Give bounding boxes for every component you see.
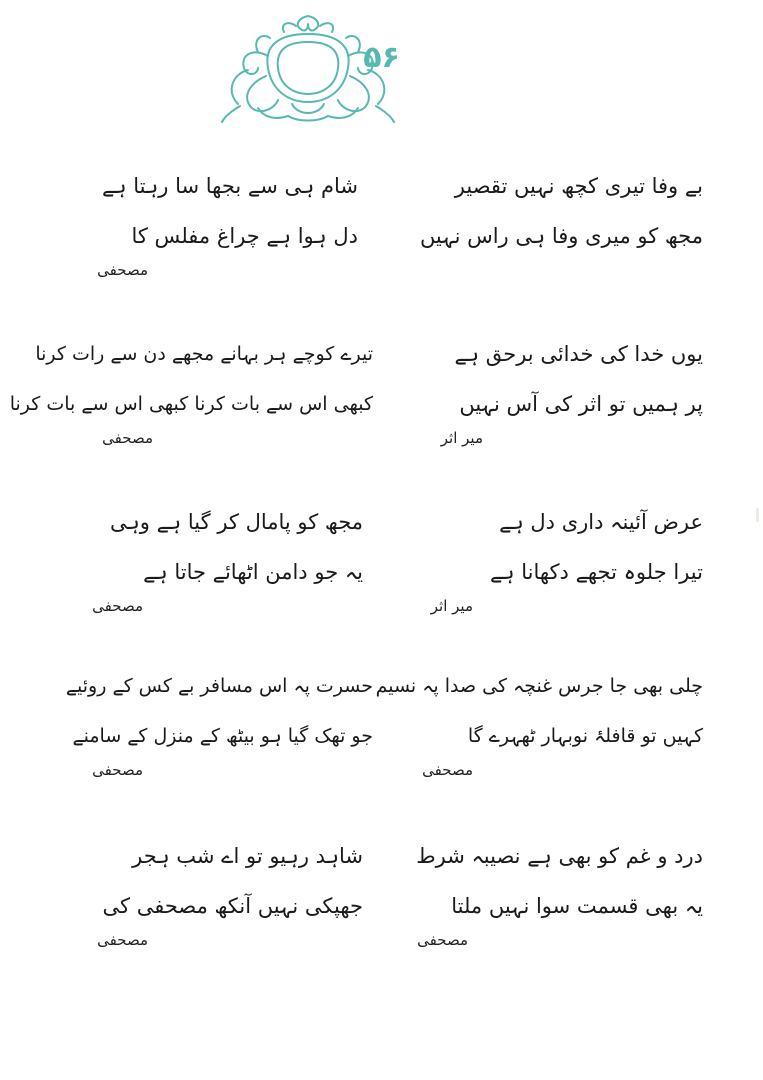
couplet-line: حسرت پہ اس مسافر بے کس کے روئیے (65, 675, 373, 697)
couplet-line: تیرے کوچے ہر بہانے مجھے دن سے رات کرنا (35, 343, 373, 365)
couplet-line: کبھی اس سے بات کرنا کبھی اس سے بات کرنا (9, 393, 373, 415)
couplet-2 (38, 172, 358, 280)
poet-name: میر اثر (440, 429, 483, 447)
couplet-line: یوں خدا کی خدائی برحق ہے (454, 342, 703, 366)
couplet-line: شام ہی سے بجھا سا رہتا ہے (101, 174, 358, 198)
couplet-line: دل ہوا ہے چراغ مفلس کا (131, 224, 358, 248)
couplet-5 (413, 508, 703, 616)
couplet-6 (43, 508, 363, 616)
couplet-8 (53, 672, 373, 780)
poet-name: مصحفی (102, 429, 153, 447)
couplet-line: عرض آئینہ داری دل ہے (499, 510, 703, 534)
couplet-line: یہ بھی قسمت سوا نہیں ملتا (451, 894, 703, 918)
poet-name: میر اثر (430, 597, 473, 615)
couplet-9 (413, 842, 703, 950)
poet-name: مصحفی (92, 597, 143, 615)
couplet-line: پر ہمیں تو اثر کی آس نہیں (459, 392, 703, 416)
couplet-line: جو تھک گیا ہو بیٹھ کے منزل کے سامنے (72, 725, 373, 747)
page-edge-mark (756, 508, 759, 522)
couplet-line: بے وفا تیری کچھ نہیں تقصیر (454, 174, 703, 198)
couplet-line: مجھ کو پامال کر گیا ہے وہی (110, 510, 363, 534)
poet-name: مصحفی (92, 761, 143, 779)
couplet-line: شاہد رہیو تو اے شب ہجر (132, 844, 363, 868)
poet-name: مصحفی (422, 761, 473, 779)
poet-name: مصحفی (97, 931, 148, 949)
couplet-line: مجھ کو میری وفا ہی راس نہیں (419, 224, 703, 248)
couplet-1 (413, 172, 703, 250)
couplet-10 (43, 842, 363, 950)
poet-name: مصحفی (97, 261, 148, 279)
page-number: ۵۶ (363, 40, 400, 75)
couplet-4 (9, 340, 373, 448)
couplet-line: یہ جو دامن اٹھائے جاتا ہے (143, 560, 363, 584)
poet-name: مصحفی (417, 931, 468, 949)
couplet-line: درد و غم کو بھی ہے نصیبہ شرط (416, 844, 703, 868)
couplet-7 (375, 672, 703, 780)
couplet-line: جھپکی نہیں آنکھ مصحفی کی (102, 894, 363, 918)
couplet-line: تیرا جلوہ تجھے دکھانا ہے (489, 560, 703, 584)
couplet-line: چلی بھی جا جرس غنچہ کی صدا پہ نسیم (375, 675, 703, 697)
couplet-3 (413, 340, 703, 448)
couplet-line: کہیں تو قافلۂ نوبہار ٹھہرے گا (467, 725, 703, 747)
